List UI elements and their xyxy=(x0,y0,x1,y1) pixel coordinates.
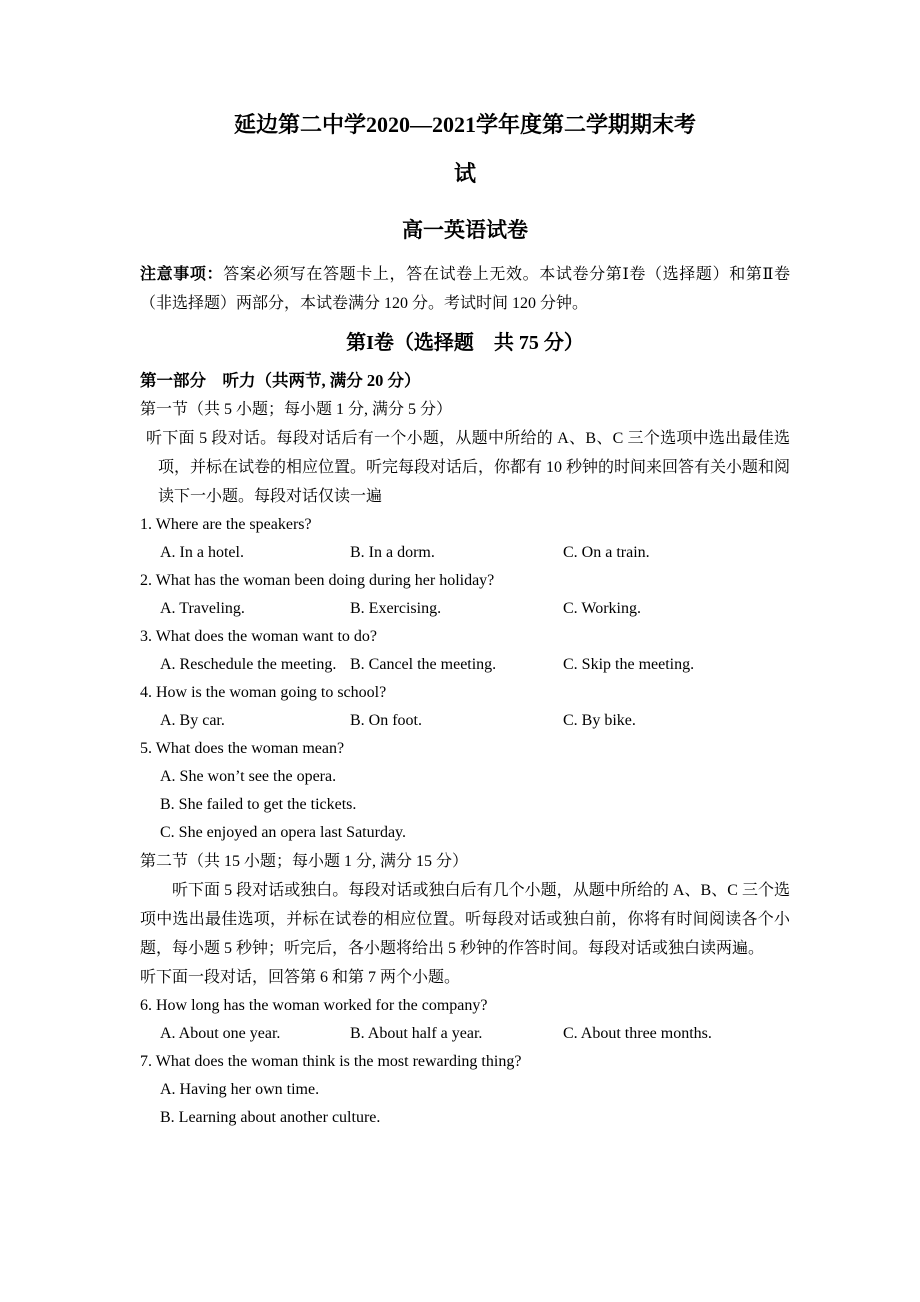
question-7-options xyxy=(140,1076,790,1132)
section1-instructions: 听下面 5 段对话。每段对话后有一个小题，从题中所给的 A、B、C 三个选项中选出最佳选项，并标在试卷的相应位置。听完每段对话后，你都有 10 秒钟的时间来回答有关小题和阅读下一小题。每段对话仅读一遍 xyxy=(146,430,791,505)
exam-title-line2: 试 xyxy=(453,161,476,186)
question-2-options xyxy=(140,595,790,623)
question-4-option-a: A. By car. xyxy=(160,712,225,729)
question-2-text: 2. What has the woman been doing during her holiday? xyxy=(140,572,495,589)
question-5-text: 5. What does the woman mean? xyxy=(140,740,345,757)
question-5-options xyxy=(140,763,790,847)
question-2-option-a: A. Traveling. xyxy=(160,600,245,617)
question-2-option-c: C. Working. xyxy=(563,600,641,617)
question-5-option-c: C. She enjoyed an opera last Saturday. xyxy=(160,824,407,841)
question-3-option-a: A. Reschedule the meeting. xyxy=(160,656,337,673)
question-3-option-b: B. Cancel the meeting. xyxy=(350,656,497,673)
exam-title-line1: 延边第二中学2020—2021学年度第二学期期末考 xyxy=(233,112,696,137)
question-6-text: 6. How long has the woman worked for the company? xyxy=(140,997,488,1014)
question-7 xyxy=(140,1048,790,1132)
question-1-options xyxy=(140,539,790,567)
exam-notice xyxy=(140,260,790,318)
question-4-option-c: C. By bike. xyxy=(563,712,636,729)
question-4-text: 4. How is the woman going to school? xyxy=(140,684,387,701)
part1-heading: 第一部分 听力（共两节, 满分 20 分） xyxy=(140,371,421,390)
question-3-option-c: C. Skip the meeting. xyxy=(563,656,695,673)
question-6-options xyxy=(140,1020,790,1048)
question-7-text: 7. What does the woman think is the most rewarding thing? xyxy=(140,1053,522,1070)
exam-notice-label: 注意事项： xyxy=(140,266,224,283)
volume1-title: 第I卷（选择题 共 75 分） xyxy=(346,332,584,354)
section2-instructions: 听下面 5 段对话或独白。每段对话或独白后有几个小题，从题中所给的 A、B、C 三个选项中选出最佳选项，并标在试卷的相应位置。听每段对话或独白前，你将有时间阅读各个小题，每小题 5 秒钟；听完后，各小题将给出 5 秒钟的作答时间。每段对话或独白读两遍。 xyxy=(140,882,790,957)
section1-heading: 第一节（共 5 小题；每小题 1 分, 满分 5 分） xyxy=(140,401,453,418)
question-6 xyxy=(140,992,790,1048)
question-5-option-a: A. She won’t see the opera. xyxy=(160,768,337,785)
question-4-option-b: B. On foot. xyxy=(350,712,422,729)
paper-subject-title: 高一英语试卷 xyxy=(402,218,528,242)
exam-notice-text: 答案必须写在答题卡上，答在试卷上无效。本试卷分第Ⅰ卷（选择题）和第Ⅱ卷（非选择题）两部分，本试卷满分 120 分。考试时间 120 分钟。 xyxy=(140,266,790,312)
question-3-text: 3. What does the woman want to do? xyxy=(140,628,377,645)
question-5-option-b: B. She failed to get the tickets. xyxy=(160,796,357,813)
question-1-option-b: B. In a dorm. xyxy=(350,544,435,561)
question-1-text: 1. Where are the speakers? xyxy=(140,516,312,533)
question-2-option-b: B. Exercising. xyxy=(350,600,442,617)
question-5 xyxy=(140,735,790,847)
question-6-option-c: C. About three months. xyxy=(563,1025,712,1042)
question-6-option-b: B. About half a year. xyxy=(350,1025,483,1042)
question-7-option-a: A. Having her own time. xyxy=(160,1081,320,1098)
question-1-option-c: C. On a train. xyxy=(563,544,650,561)
question-3-options xyxy=(140,651,790,679)
section2-heading: 第二节（共 15 小题；每小题 1 分, 满分 15 分） xyxy=(140,853,469,870)
dialog-6-7-intro: 听下面一段对话，回答第 6 和第 7 两个小题。 xyxy=(140,969,461,986)
question-6-option-a: A. About one year. xyxy=(160,1025,281,1042)
question-3 xyxy=(140,623,790,679)
question-1-option-a: A. In a hotel. xyxy=(160,544,244,561)
question-4-options xyxy=(140,707,790,735)
question-7-option-b: B. Learning about another culture. xyxy=(160,1109,381,1126)
question-2 xyxy=(140,567,790,623)
question-4 xyxy=(140,679,790,735)
question-1 xyxy=(140,511,790,567)
